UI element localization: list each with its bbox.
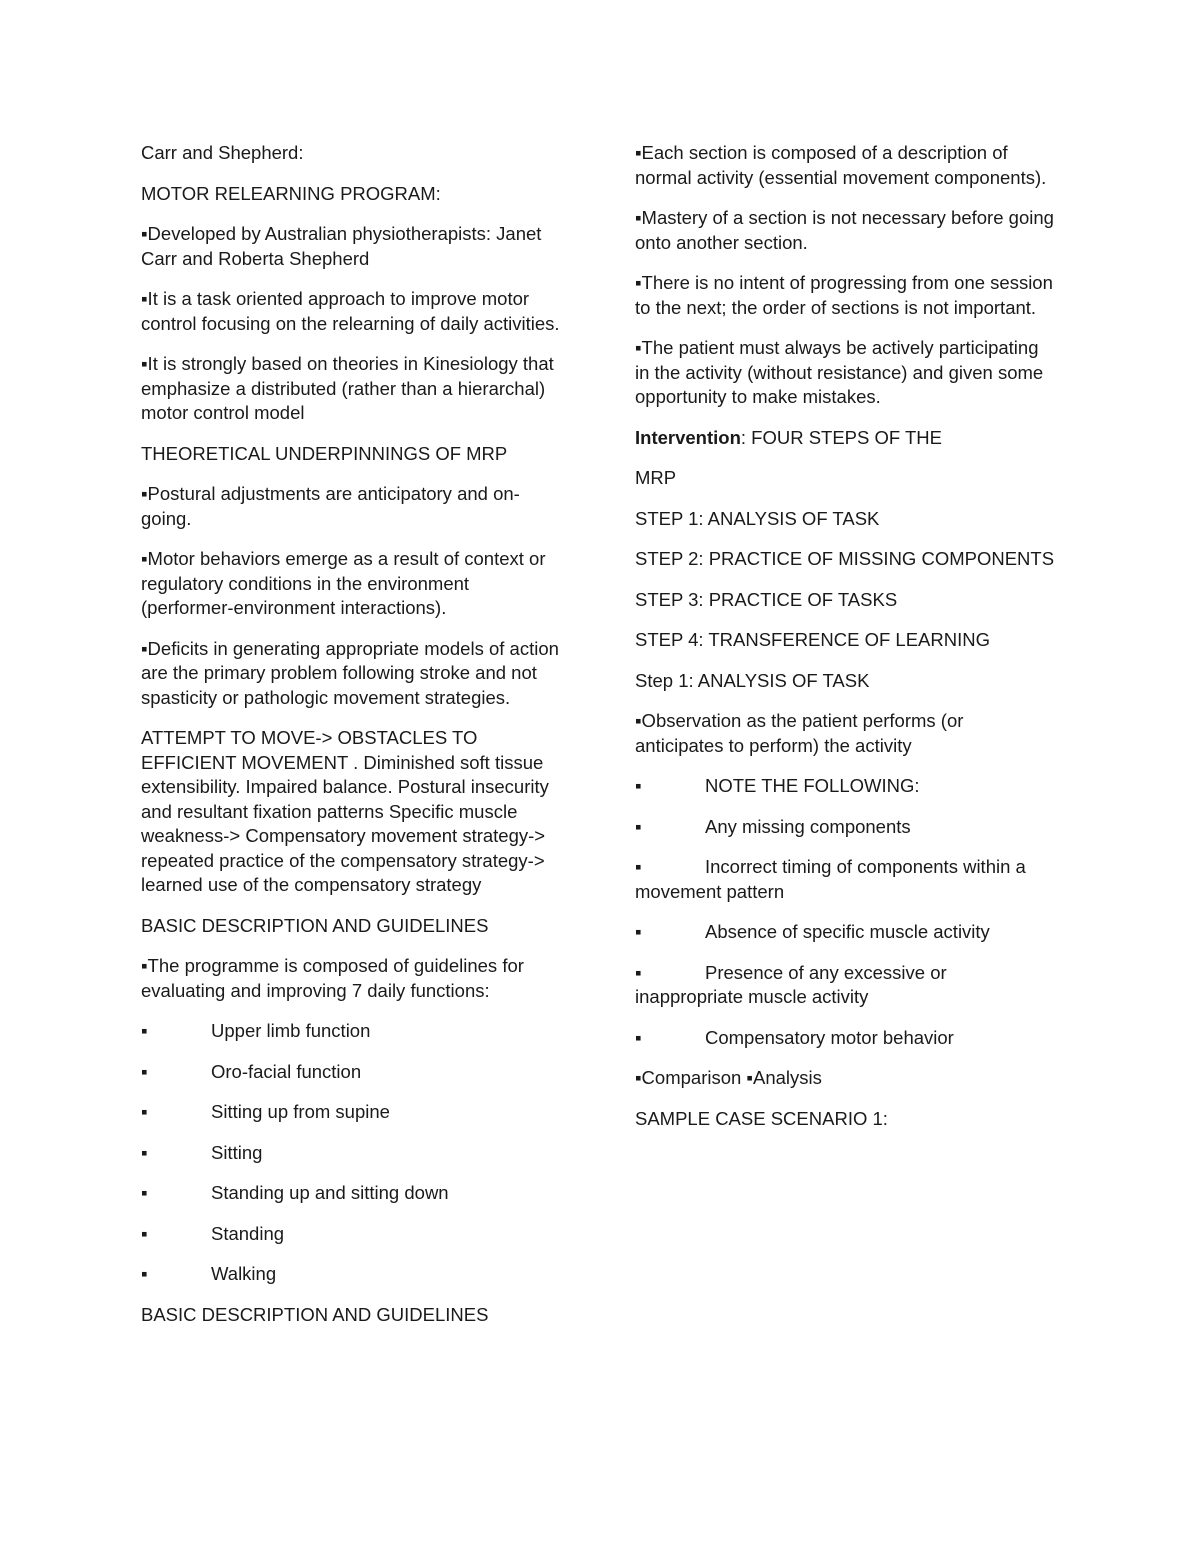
- left-column: [141, 141, 566, 1343]
- section-heading: BASIC DESCRIPTION AND GUIDELINES: [141, 914, 489, 936]
- step-heading: STEP 1: ANALYSIS OF TASK: [635, 507, 880, 529]
- list-item: ▪ Upper limb function: [141, 1019, 566, 1044]
- list-item: ▪ Incorrect timing of components within a movement pattern: [635, 856, 1026, 902]
- section-heading: THEORETICAL UNDERPINNINGS OF MRP: [141, 442, 508, 464]
- paragraph: ▪There is no intent of progressing from one session to the next; the order of sections is not important.: [635, 272, 1053, 318]
- list-item: ▪ NOTE THE FOLLOWING:: [635, 774, 1055, 799]
- bullet-icon: ▪: [141, 1020, 148, 1041]
- bullet-icon: ▪: [141, 1222, 148, 1244]
- list-item: ▪ Compensatory motor behavior: [635, 1026, 1055, 1051]
- paragraph: ▪Comparison ▪Analysis: [635, 1067, 822, 1088]
- bullet-icon: ▪: [635, 921, 642, 942]
- program-heading: MOTOR RELEARNING PROGRAM:: [141, 182, 441, 204]
- paragraph: ▪Mastery of a section is not necessary before going onto another section.: [635, 207, 1054, 253]
- section-heading: SAMPLE CASE SCENARIO 1:: [635, 1107, 888, 1129]
- paragraph: ▪Motor behaviors emerge as a result of context or regulatory conditions in the environment (performer-environment interactions).: [141, 548, 546, 618]
- list-item: ▪ Oro-facial function: [141, 1060, 566, 1085]
- paragraph: ▪The patient must always be actively participating in the activity (without resistance) and given some opportunity to make mistakes.: [635, 337, 1044, 407]
- step-heading: STEP 4: TRANSFERENCE OF LEARNING: [635, 629, 991, 650]
- paragraph: ▪It is a task oriented approach to improve motor control focusing on the relearning of daily activities.: [141, 288, 560, 334]
- intervention-heading: Intervention: FOUR STEPS OF THE: [635, 426, 942, 448]
- bullet-icon: ▪: [141, 1101, 148, 1122]
- list-item: ▪ Sitting up from supine: [141, 1100, 566, 1125]
- list-item: ▪ Standing: [141, 1222, 566, 1247]
- paragraph: ▪The programme is composed of guidelines for evaluating and improving 7 daily functions:: [141, 955, 524, 1001]
- step-heading: STEP 3: PRACTICE OF TASKS: [635, 588, 898, 610]
- bullet-icon: ▪: [141, 1182, 148, 1203]
- bullet-icon: ▪: [635, 856, 642, 877]
- intervention-label: Intervention: [635, 426, 741, 448]
- paragraph: ▪Each section is composed of a description of normal activity (essential movement components).: [635, 142, 1047, 188]
- bullet-icon: ▪: [635, 775, 642, 796]
- step-heading: STEP 2: PRACTICE OF MISSING COMPONENTS: [635, 548, 1055, 569]
- paragraph: ▪Postural adjustments are anticipatory and on-going.: [141, 483, 520, 529]
- list-item: ▪ Sitting: [141, 1141, 566, 1166]
- list-item: ▪ Presence of any excessive or inappropriate muscle activity: [635, 961, 947, 1007]
- list-item: ▪ Absence of specific muscle activity: [635, 920, 1055, 945]
- paragraph: ▪It is strongly based on theories in Kinesiology that emphasize a distributed (rather than a hierarchal) motor control model: [141, 353, 554, 423]
- paragraph: ▪Deficits in generating appropriate models of action are the primary problem following stroke and not spasticity or pathologic movement strategies.: [141, 637, 559, 708]
- bullet-icon: ▪: [635, 815, 642, 837]
- paragraph: ▪Developed by Australian physiotherapists: Janet Carr and Roberta Shepherd: [141, 223, 542, 269]
- list-item: ▪ Standing up and sitting down: [141, 1181, 566, 1206]
- right-column: [635, 141, 1055, 1147]
- section-heading: BASIC DESCRIPTION AND GUIDELINES: [141, 1303, 489, 1325]
- bullet-icon: ▪: [141, 1060, 148, 1082]
- doc-title: Carr and Shepherd:: [141, 142, 304, 163]
- step-subheading: Step 1: ANALYSIS OF TASK: [635, 669, 870, 691]
- paragraph: ▪Observation as the patient performs (or anticipates to perform) the activity: [635, 710, 964, 756]
- bullet-icon: ▪: [635, 1026, 642, 1048]
- bullet-icon: ▪: [141, 1141, 148, 1163]
- paragraph: ATTEMPT TO MOVE-> OBSTACLES TO EFFICIENT MOVEMENT . Diminished soft tissue extensibility. Impaired balance. Postural insecurity and resultant fixation patterns Specific muscle weakness-> Compensatory movement strategy-> repeated practice of the compensatory strategy-> learned use of the compensatory strategy: [141, 727, 549, 895]
- list-item: ▪ Any missing components: [635, 815, 1055, 840]
- list-item: ▪ Walking: [141, 1262, 566, 1287]
- bullet-icon: ▪: [141, 1263, 148, 1284]
- bullet-icon: ▪: [635, 961, 642, 983]
- mrp-label: MRP: [635, 467, 677, 488]
